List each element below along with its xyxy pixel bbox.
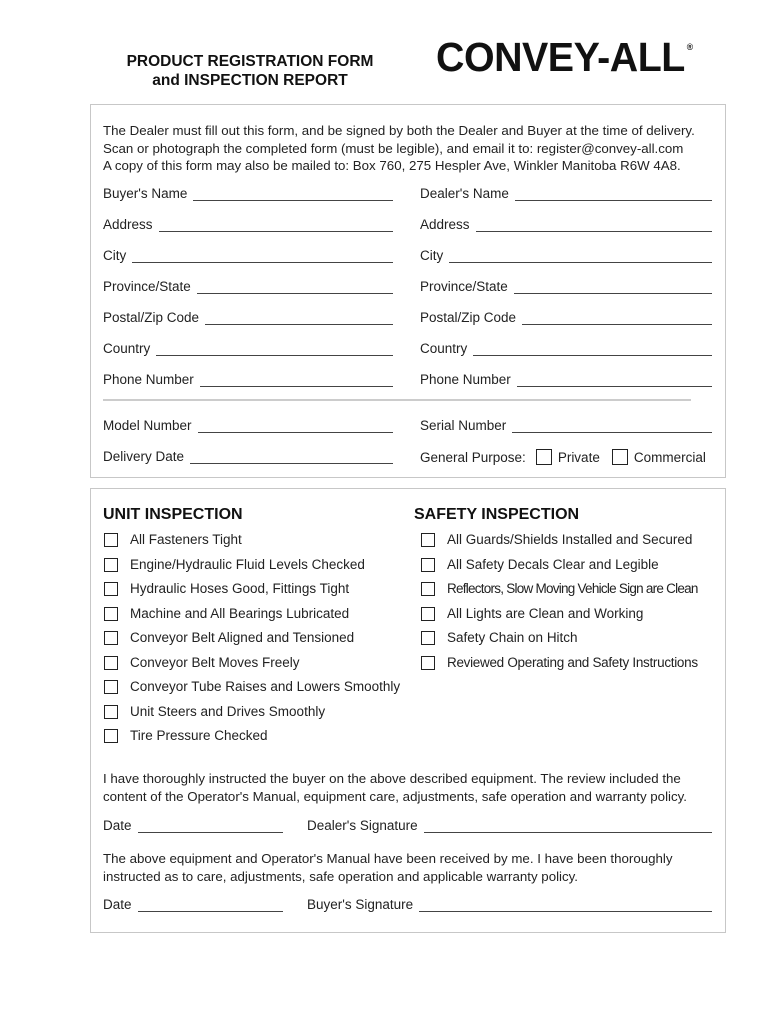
model-number-field[interactable] <box>103 418 393 433</box>
buyer-phone-label: Phone Number <box>103 372 194 387</box>
safety-check-item[interactable] <box>421 606 643 621</box>
buyer-postal-line[interactable] <box>205 312 393 325</box>
dealer-date-field[interactable] <box>103 818 283 833</box>
dealer-name-line[interactable] <box>515 188 712 201</box>
dealer-name-field[interactable] <box>420 186 712 201</box>
checkbox[interactable] <box>421 558 435 572</box>
dealer-city-line[interactable] <box>449 250 712 263</box>
unit-check-item[interactable] <box>104 679 400 694</box>
checkbox[interactable] <box>104 607 118 621</box>
dealer-postal-field[interactable] <box>420 310 712 325</box>
buyer-province-label: Province/State <box>103 279 191 294</box>
buyer-signature-line[interactable] <box>419 899 712 912</box>
dealer-province-line[interactable] <box>514 281 712 294</box>
safety-check-item[interactable] <box>421 630 578 645</box>
dealer-phone-label: Phone Number <box>420 372 511 387</box>
checkbox[interactable] <box>421 533 435 547</box>
safety-check-label: All Safety Decals Clear and Legible <box>447 557 659 572</box>
buyer-date-line[interactable] <box>138 899 283 912</box>
unit-inspection-title: UNIT INSPECTION <box>103 506 243 523</box>
unit-check-label: Conveyor Tube Raises and Lowers Smoothly <box>130 679 401 694</box>
dealer-province-label: Province/State <box>420 279 508 294</box>
safety-check-label: Safety Chain on Hitch <box>447 630 578 645</box>
unit-check-item[interactable] <box>104 704 325 719</box>
checkbox[interactable] <box>104 533 118 547</box>
private-checkbox[interactable] <box>536 449 552 465</box>
buyer-name-label: Buyer's Name <box>103 186 188 201</box>
unit-check-item[interactable] <box>104 532 242 547</box>
delivery-date-line[interactable] <box>190 451 393 464</box>
checkbox[interactable] <box>421 656 435 670</box>
dealer-address-field[interactable] <box>420 217 712 232</box>
dealer-statement-line2: content of the Operator's Manual, equipment care, adjustments, safe operation and warranty policy. <box>103 789 687 804</box>
buyer-address-field[interactable] <box>103 217 393 232</box>
unit-check-label: All Fasteners Tight <box>130 532 242 547</box>
checkbox[interactable] <box>104 680 118 694</box>
buyer-statement <box>103 850 715 886</box>
general-purpose-label: General Purpose: <box>420 449 526 465</box>
dealer-province-field[interactable] <box>420 279 712 294</box>
unit-check-item[interactable] <box>104 655 300 670</box>
buyer-phone-field[interactable] <box>103 372 393 387</box>
checkbox[interactable] <box>104 656 118 670</box>
delivery-date-label: Delivery Date <box>103 449 185 464</box>
buyer-postal-label: Postal/Zip Code <box>103 310 200 325</box>
dealer-name-label: Dealer's Name <box>420 186 509 201</box>
unit-check-label: Hydraulic Hoses Good, Fittings Tight <box>130 581 350 596</box>
general-purpose-field <box>420 449 706 465</box>
dealer-date-line[interactable] <box>138 820 283 833</box>
safety-check-item[interactable] <box>421 532 692 547</box>
form-title <box>100 52 400 90</box>
buyer-statement-line2: instructed as to care, adjustments, safe operation and applicable warranty policy. <box>103 869 579 884</box>
dealer-country-field[interactable] <box>420 341 712 356</box>
dealer-signature-label: Dealer's Signature <box>307 818 418 833</box>
dealer-address-label: Address <box>420 217 470 232</box>
serial-number-label: Serial Number <box>420 418 507 433</box>
section-divider <box>103 399 691 401</box>
dealer-signature-line[interactable] <box>424 820 712 833</box>
safety-check-label: All Lights are Clean and Working <box>447 606 644 621</box>
commercial-checkbox[interactable] <box>612 449 628 465</box>
commercial-label: Commercial <box>633 449 706 465</box>
private-label: Private <box>557 449 600 465</box>
safety-inspection-title: SAFETY INSPECTION <box>414 506 580 523</box>
dealer-phone-field[interactable] <box>420 372 712 387</box>
unit-check-label: Unit Steers and Drives Smoothly <box>130 704 326 719</box>
intro-line2: Scan or photograph the completed form (must be legible), and email it to: register@convey-all.com <box>103 140 684 156</box>
buyer-province-field[interactable] <box>103 279 393 294</box>
dealer-phone-line[interactable] <box>517 374 712 387</box>
checkbox[interactable] <box>104 631 118 645</box>
dealer-signature-field[interactable] <box>307 818 712 833</box>
unit-check-item[interactable] <box>104 557 365 572</box>
serial-number-field[interactable] <box>420 418 712 433</box>
buyer-city-label: City <box>103 248 127 263</box>
unit-check-label: Conveyor Belt Moves Freely <box>130 655 300 670</box>
buyer-phone-line[interactable] <box>200 374 393 387</box>
checkbox[interactable] <box>104 705 118 719</box>
intro-text <box>103 122 715 175</box>
checkbox[interactable] <box>421 631 435 645</box>
dealer-statement <box>103 770 715 806</box>
dealer-statement-line1: I have thoroughly instructed the buyer on the above described equipment. The review included the <box>103 771 681 786</box>
safety-check-label: Reflectors, Slow Moving Vehicle Sign are Clean <box>447 581 698 596</box>
buyer-name-line[interactable] <box>193 188 393 201</box>
buyer-name-field[interactable] <box>103 186 393 201</box>
checkbox[interactable] <box>104 558 118 572</box>
intro-line1: The Dealer must fill out this form, and be signed by both the Dealer and Buyer at the time of delivery. <box>103 123 695 138</box>
safety-check-item[interactable] <box>421 557 659 572</box>
checkbox[interactable] <box>104 729 118 743</box>
safety-check-item[interactable] <box>421 581 698 596</box>
buyer-city-field[interactable] <box>103 248 393 263</box>
unit-check-item[interactable] <box>104 630 354 645</box>
buyer-postal-field[interactable] <box>103 310 393 325</box>
dealer-city-label: City <box>420 248 444 263</box>
checkbox[interactable] <box>104 582 118 596</box>
unit-check-label: Conveyor Belt Aligned and Tensioned <box>130 630 355 645</box>
buyer-province-line[interactable] <box>197 281 393 294</box>
unit-check-label: Tire Pressure Checked <box>130 728 268 743</box>
model-number-line[interactable] <box>198 420 393 433</box>
dealer-postal-line[interactable] <box>522 312 712 325</box>
buyer-city-line[interactable] <box>132 250 393 263</box>
buyer-date-label: Date <box>103 897 132 912</box>
checkbox[interactable] <box>421 607 435 621</box>
serial-number-line[interactable] <box>512 420 712 433</box>
unit-check-label: Engine/Hydraulic Fluid Levels Checked <box>130 557 365 572</box>
buyer-country-field[interactable] <box>103 341 393 356</box>
unit-check-item[interactable] <box>104 728 268 743</box>
buyer-signature-label: Buyer's Signature <box>307 897 414 912</box>
unit-check-item[interactable] <box>104 606 349 621</box>
buyer-date-field[interactable] <box>103 897 283 912</box>
registered-mark: ® <box>686 42 693 52</box>
buyer-address-label: Address <box>103 217 153 232</box>
dealer-country-line[interactable] <box>473 343 712 356</box>
dealer-address-line[interactable] <box>476 219 712 232</box>
intro-line3: A copy of this form may also be mailed to: Box 760, 275 Hespler Ave, Winkler Manitoba R6W 4A8. <box>103 158 681 173</box>
dealer-country-label: Country <box>420 341 468 356</box>
form-title-line1: PRODUCT REGISTRATION FORM <box>126 53 374 70</box>
buyer-signature-field[interactable] <box>307 897 712 912</box>
buyer-statement-line1: The above equipment and Operator's Manual have been received by me. I have been thoroughly <box>103 851 673 866</box>
buyer-address-line[interactable] <box>159 219 393 232</box>
checkbox[interactable] <box>421 582 435 596</box>
dealer-postal-label: Postal/Zip Code <box>420 310 517 325</box>
safety-check-item[interactable] <box>421 655 698 670</box>
buyer-country-label: Country <box>103 341 151 356</box>
unit-check-label: Machine and All Bearings Lubricated <box>130 606 350 621</box>
convey-all-logo <box>436 34 693 81</box>
model-number-label: Model Number <box>103 418 192 433</box>
dealer-date-label: Date <box>103 818 132 833</box>
dealer-city-field[interactable] <box>420 248 712 263</box>
buyer-country-line[interactable] <box>156 343 393 356</box>
unit-check-item[interactable] <box>104 581 349 596</box>
form-title-line2: and INSPECTION REPORT <box>152 72 348 89</box>
delivery-date-field[interactable] <box>103 449 393 464</box>
safety-check-label: All Guards/Shields Installed and Secured <box>447 532 693 547</box>
safety-check-label: Reviewed Operating and Safety Instructions <box>447 655 698 670</box>
logo-text: CONVEY-ALL <box>436 34 685 80</box>
